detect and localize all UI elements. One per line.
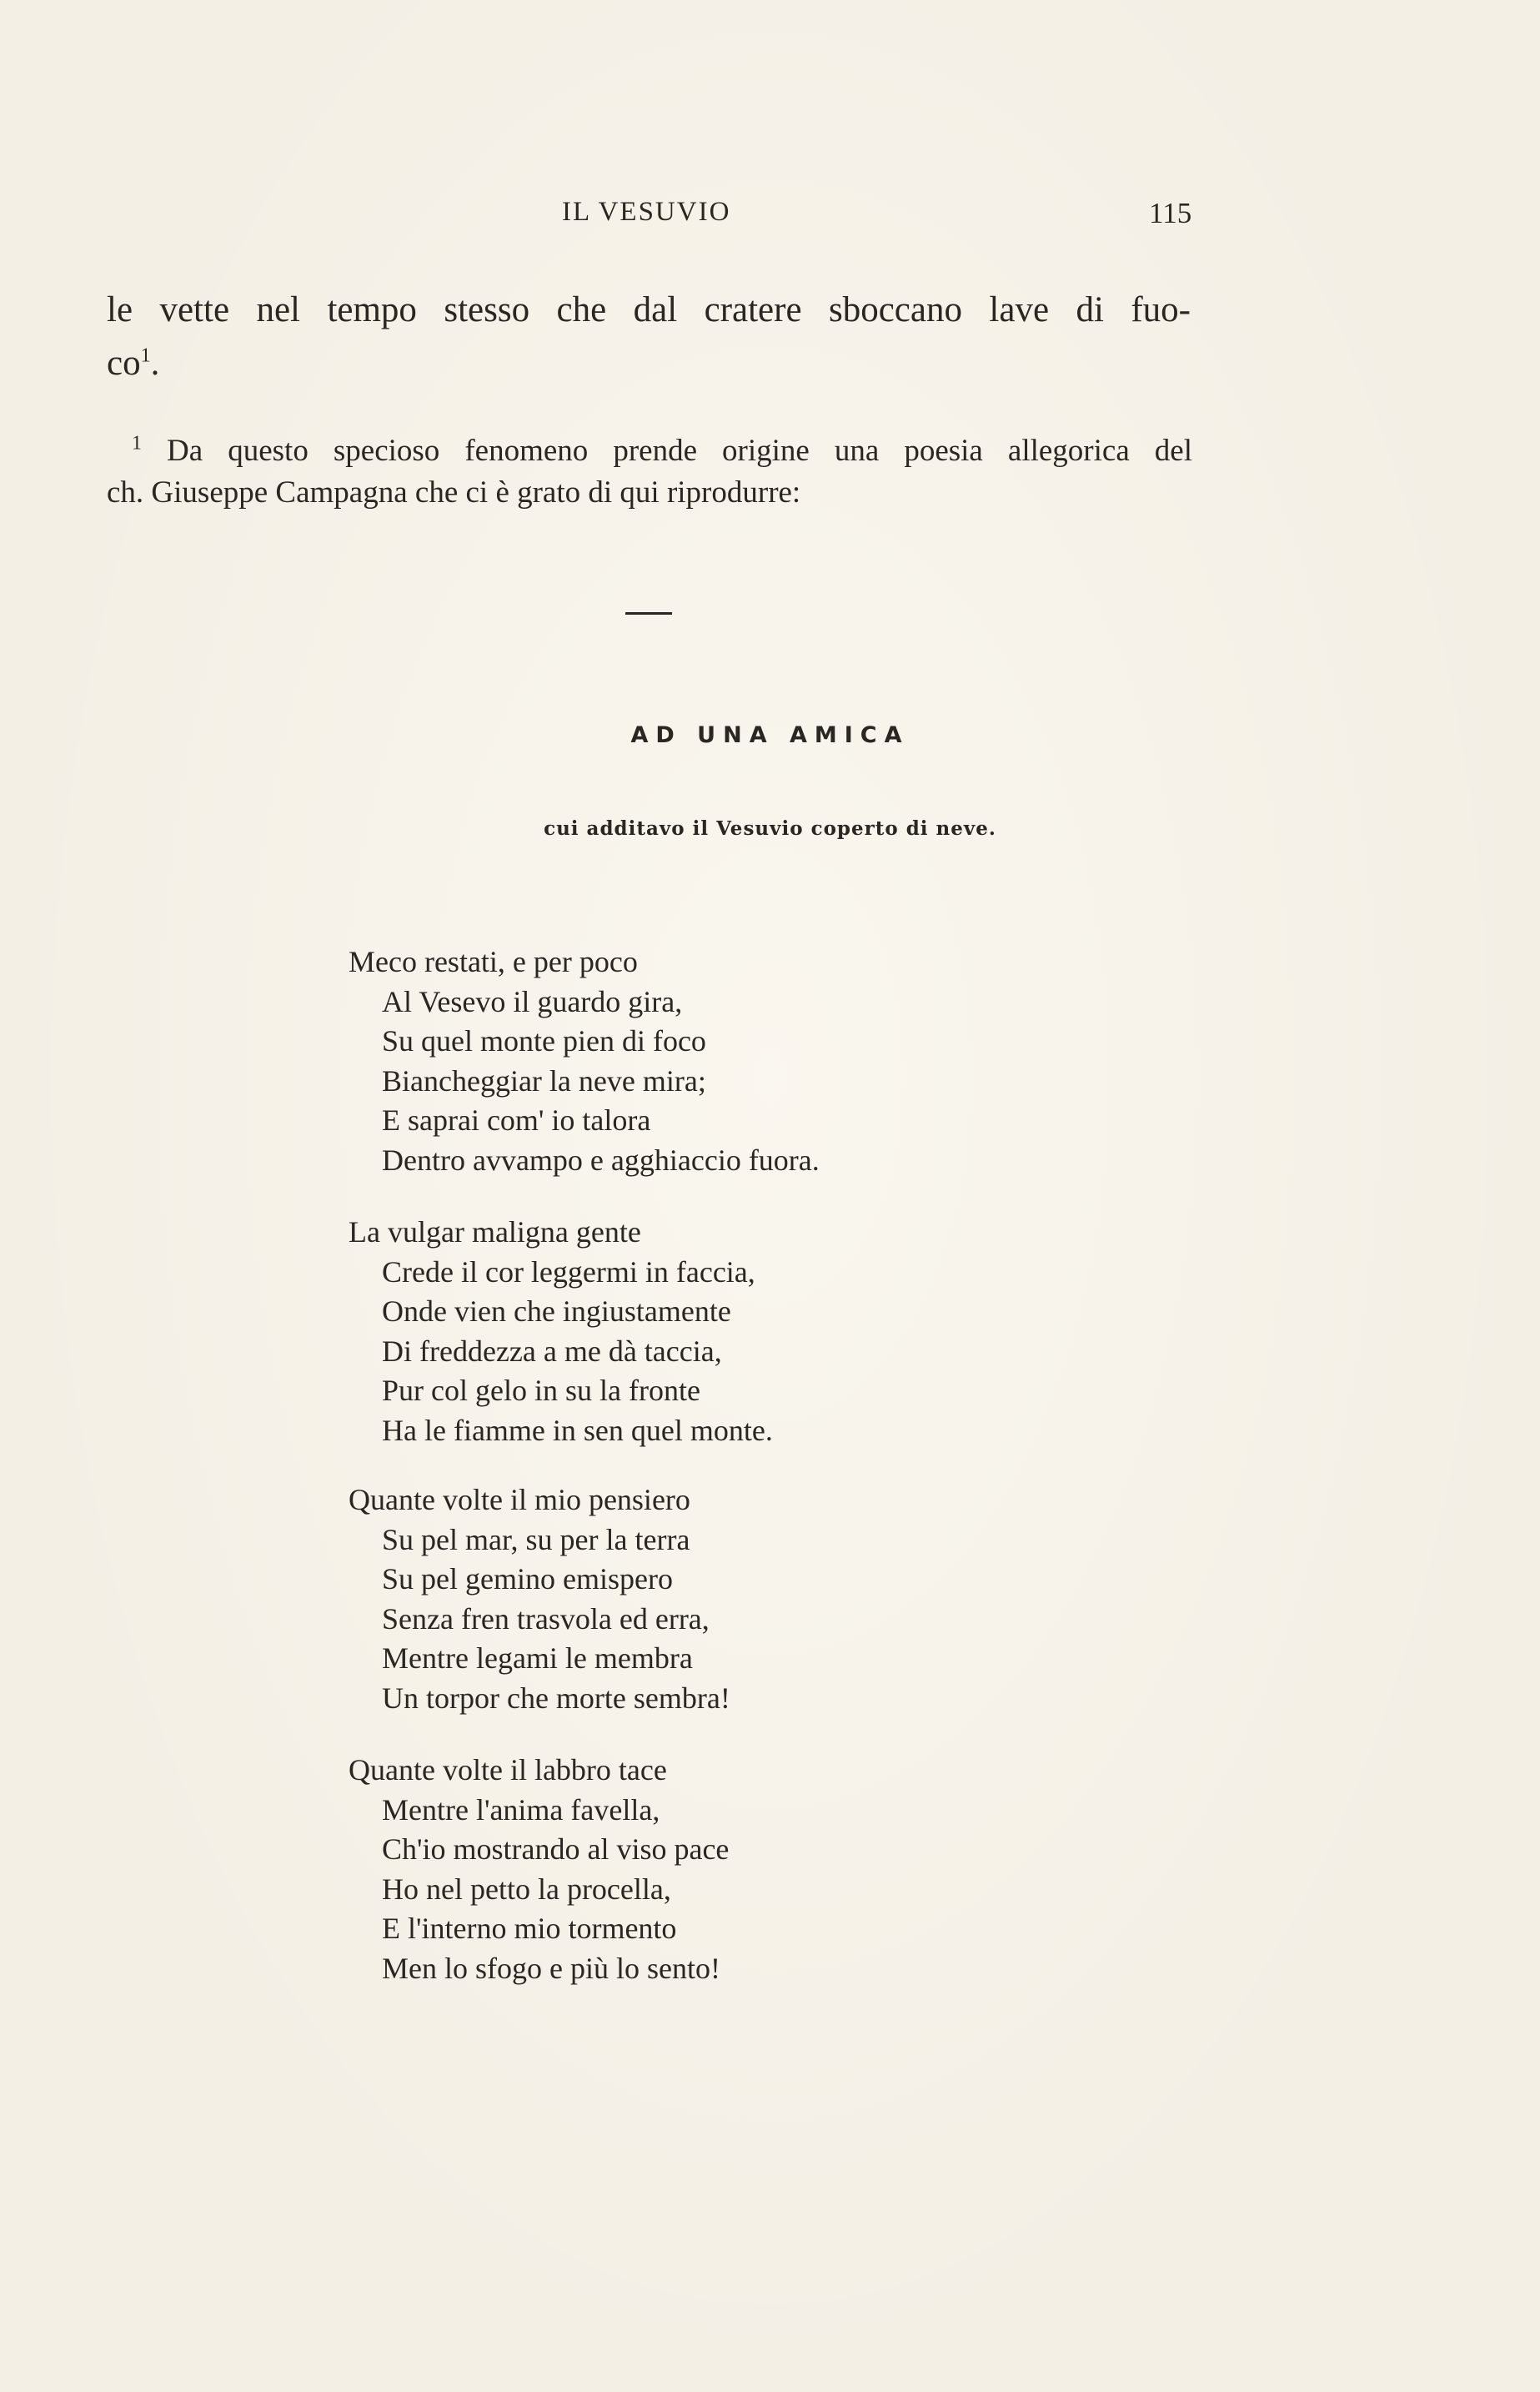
verse-line: Men lo sfogo e più lo sento!: [382, 1951, 720, 1985]
footnote-reference: 1: [140, 344, 151, 367]
poem-stanza: [349, 1213, 773, 1450]
verse-line: Su pel mar, su per la terra: [382, 1522, 690, 1556]
verse-line: Mentre legami le membra: [382, 1641, 693, 1675]
verse-line: Senza fren trasvola ed erra,: [382, 1601, 710, 1636]
verse-line: Su pel gemino emispero: [382, 1562, 673, 1596]
verse-line: Quante volte il mio pensiero: [349, 1483, 690, 1516]
running-head: [0, 197, 1540, 239]
verse-line: Crede il cor leggermi in faccia,: [382, 1254, 755, 1289]
verse-line: Onde vien che ingiustamente: [382, 1294, 731, 1328]
verse-line: La vulgar maligna gente: [349, 1215, 641, 1249]
footnote: [107, 430, 1192, 514]
verse-line: Su quel monte pien di foco: [382, 1024, 706, 1058]
body-paragraph-period: .: [150, 344, 160, 383]
body-paragraph-word: co: [107, 344, 141, 383]
verse-line: Dentro avvampo e agghiaccio fuora.: [382, 1143, 820, 1177]
verse-line: Ho nel petto la procella,: [382, 1872, 671, 1906]
verse-line: Meco restati, e per poco: [349, 945, 638, 978]
body-paragraph-end: [107, 337, 159, 390]
footnote-marker: 1: [132, 432, 142, 455]
footnote-text: Da questo specioso fenomeno prende origine una poesia allegorica del: [167, 434, 1192, 468]
verse-line: Ha le fiamme in sen quel monte.: [382, 1413, 773, 1447]
footnote-line: ch. Giuseppe Campagna che ci è grato di qui riprodurre:: [107, 475, 801, 510]
body-paragraph-line: le vette nel tempo stesso che dal cratere sboccano lave di fuo-: [107, 290, 1191, 329]
poem-stanza: [349, 1480, 730, 1718]
verse-line: Quante volte il labbro tace: [349, 1753, 667, 1786]
verse-line: E saprai com' io talora: [382, 1103, 651, 1137]
page-number: 115: [1149, 197, 1192, 229]
verse-line: Un torpor che morte sembra!: [382, 1681, 730, 1715]
poem-title: AD UNA AMICA: [630, 722, 910, 748]
poem-subtitle: cui additavo il Vesuvio coperto di neve.: [544, 817, 996, 840]
running-title: IL VESUVIO: [562, 197, 731, 227]
poem-stanza: [349, 942, 820, 1180]
verse-line: Biancheggiar la neve mira;: [382, 1063, 706, 1098]
verse-line: E l'interno mio tormento: [382, 1912, 677, 1945]
verse-line: Ch'io mostrando al viso pace: [382, 1832, 730, 1866]
section-rule: [625, 612, 672, 615]
verse-line: Al Vesevo il guardo gira,: [382, 984, 683, 1018]
verse-line: Pur col gelo in su la fronte: [382, 1374, 700, 1407]
verse-line: Mentre l'anima favella,: [382, 1792, 660, 1827]
verse-line: Di freddezza a me dà taccia,: [382, 1334, 722, 1368]
poem-stanza: [349, 1751, 729, 1988]
footnote-line: [107, 430, 1192, 472]
